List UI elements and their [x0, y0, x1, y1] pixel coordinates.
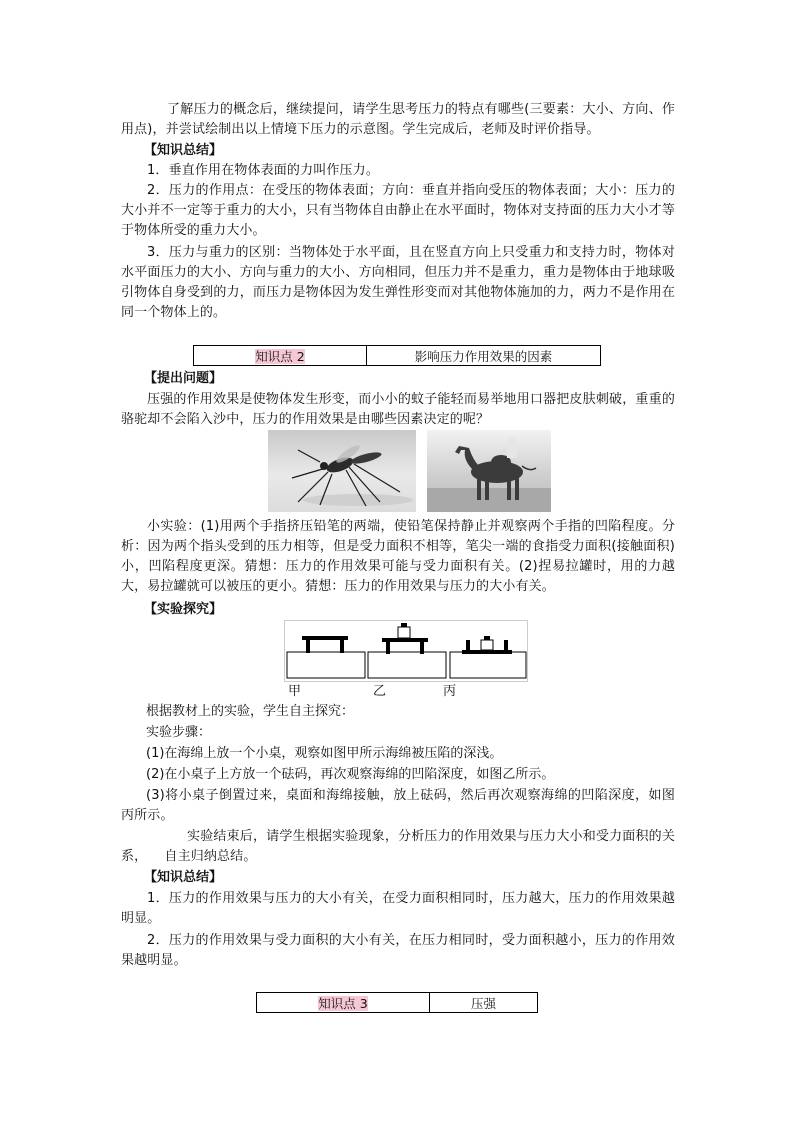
summary-heading-2: 【知识总结】: [144, 870, 223, 885]
kp3-title: 压强: [430, 993, 538, 1013]
effect-summary-1: 1．压力的作用效果与压力的大小有关，在受力面积相同时，压力越大，压力的作用效果越明显。: [121, 891, 675, 926]
question-heading: 【提出问题】: [144, 371, 223, 386]
camel-image: [427, 430, 551, 512]
effect-summary-2: 2．压力的作用效果与受力面积的大小有关，在压力相同时，受力面积越小，压力的作用效果越明显。: [121, 933, 675, 968]
knowledge-point-3-header: [256, 992, 538, 1013]
explore-heading: 【实验探究】: [144, 602, 223, 617]
kp3-label-cell: [257, 993, 430, 1013]
figure-label-jia: 甲: [288, 684, 302, 699]
experiment-diagram: [284, 620, 528, 682]
figure-label-yi: 乙: [373, 684, 387, 699]
steps-heading: 实验步骤：: [146, 725, 212, 740]
mosquito-image: [268, 430, 416, 512]
kp2-label: 知识点 2: [255, 348, 305, 364]
step-2: (2)在小桌子上方放一个砝码，再次观察海绵的凹陷深度，如图乙所示。: [146, 767, 555, 782]
summary-point-3: 3．压力与重力的区别：当物体处于水平面，且在竖直方向上只受重力和支持力时，物体对水平面压力的大小、方向与重力的大小、方向相同，但压力并不是重力，重力是物体由于地球吸引物体自身受到的力，而压力是物体因为发生弹性形变而对其他物体施加的力，两力不是作用在同一个物体上的。: [121, 245, 675, 320]
experiment-paragraph: 小实验：(1)用两个手指挤压铅笔的两端，使铅笔保持静止并观察两个手指的凹陷程度。分析：因为两个指头受到的压力相等，但是受力面积不相等，笔尖一端的食指受力面积(接触面积)小，凹陷程度更深。猜想：压力的作用效果可能与受力面积有关。(2)捏易拉罐时，用的力越大，易拉罐就可以被压的更小。猜想：压力的作用效果与压力的大小有关。: [121, 519, 675, 594]
after-experiment-paragraph: 实验结束后，请学生根据实验现象，分析压力的作用效果与压力大小和受力面积的关系， 自主归纳总结。: [121, 829, 675, 864]
kp3-label: 知识点 3: [318, 995, 368, 1011]
step-1: (1)在海绵上放一个小桌，观察如图甲所示海绵被压陷的深浅。: [146, 746, 503, 761]
summary-point-2: 2．压力的作用点：在受压的物体表面；方向：垂直并指向受压的物体表面；大小：压力的大小并不一定等于重力的大小，只有当物体自由静止在水平面时，物体对支持面的压力大小才等于物体所受的重力大小。: [121, 183, 675, 238]
kp2-label-cell: [194, 346, 367, 366]
figure-label-bing: 丙: [443, 684, 457, 699]
knowledge-point-2-header: [193, 345, 601, 366]
kp2-title: 影响压力作用效果的因素: [367, 346, 601, 366]
intro-paragraph: 了解压力的概念后，继续提问，请学生思考压力的特点有哪些(三要素：大小、方向、作用点)，并尝试绘制出以上情境下压力的示意图。学生完成后，老师及时评价指导。: [121, 102, 675, 137]
summary-point-1: 1．垂直作用在物体表面的力叫作压力。: [147, 163, 379, 178]
question-paragraph: 压强的作用效果是使物体发生形变，而小小的蚊子能轻而易举地用口器把皮肤刺破，重重的骆驼却不会陷入沙中，压力的作用效果是由哪些因素决定的呢？: [121, 392, 675, 427]
textbook-line: 根据教材上的实验，学生自主探究：: [146, 704, 355, 719]
summary-heading-1: 【知识总结】: [144, 143, 223, 158]
step-3: (3)将小桌子倒置过来，桌面和海绵接触，放上砝码，然后再次观察海绵的凹陷深度，如图丙所示。: [121, 788, 675, 823]
